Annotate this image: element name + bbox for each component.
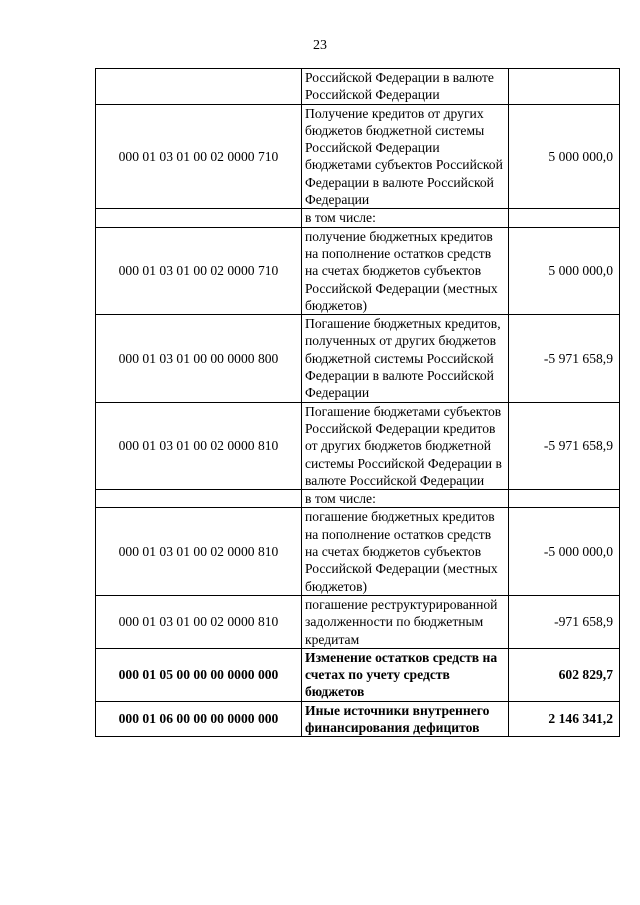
table-row: [96, 315, 620, 402]
description-text: Погашение бюджетами субъектов Российской Федерации кредитов от других бюджетов бюджетной системы Российской Федерации в валюте Российской Федерации: [305, 403, 502, 488]
budget-code-cell: 000 01 03 01 00 02 0000 810: [96, 595, 302, 648]
table-row: [96, 209, 620, 227]
description-cell: [302, 315, 509, 402]
table-row: [96, 490, 620, 508]
amount-cell: -5 971 658,9: [509, 315, 620, 402]
description-cell: [302, 595, 509, 648]
description-text: в том числе:: [305, 210, 376, 226]
amount-cell: 5 000 000,0: [509, 227, 620, 314]
amount-cell: [509, 209, 620, 227]
budget-code-cell: 000 01 03 01 00 02 0000 810: [96, 508, 302, 595]
description-text: погашение бюджетных кредитов на пополнение остатков средств на счетах бюджетов субъектов Российской Федерации (местных бюджетов): [305, 509, 498, 594]
table-row: [96, 69, 620, 105]
description-cell: [302, 104, 509, 209]
budget-code-cell: 000 01 03 01 00 00 0000 800: [96, 315, 302, 402]
description-text: в том числе:: [305, 491, 376, 507]
amount-cell: -5 971 658,9: [509, 402, 620, 489]
table-row: [96, 595, 620, 648]
amount-cell: -5 000 000,0: [509, 508, 620, 595]
budget-code-cell: 000 01 06 00 00 00 0000 000: [96, 701, 302, 737]
description-cell: [302, 490, 509, 508]
budget-code-cell: 000 01 05 00 00 00 0000 000: [96, 648, 302, 701]
amount-cell: [509, 69, 620, 105]
description-text: Российской Федерации в валюте Российской Федерации: [305, 70, 494, 103]
page-number: 23: [313, 38, 327, 53]
description-cell: [302, 69, 509, 105]
budget-code-cell: [96, 490, 302, 508]
budget-code-cell: [96, 209, 302, 227]
description-text: Погашение бюджетных кредитов, полученных от других бюджетов бюджетной системы Российской Федерации в валюте Российской Федерации: [305, 316, 501, 401]
amount-cell: -971 658,9: [509, 595, 620, 648]
description-text: погашение реструктурированной задолженности по бюджетным кредитам: [305, 596, 498, 647]
description-text: получение бюджетных кредитов на пополнение остатков средств на счетах бюджетов субъектов Российской Федерации (местных бюджетов): [305, 228, 498, 313]
budget-sources-table: [95, 68, 620, 737]
amount-cell: 5 000 000,0: [509, 104, 620, 209]
description-text: Иные источники внутреннего финансирования дефицитов: [305, 702, 490, 735]
amount-cell: 602 829,7: [509, 648, 620, 701]
description-cell: [302, 508, 509, 595]
amount-cell: 2 146 341,2: [509, 701, 620, 737]
budget-code-cell: [96, 69, 302, 105]
description-cell: [302, 209, 509, 227]
budget-code-cell: 000 01 03 01 00 02 0000 710: [96, 104, 302, 209]
description-cell: [302, 402, 509, 489]
budget-code-cell: 000 01 03 01 00 02 0000 810: [96, 402, 302, 489]
table-row-total: [96, 701, 620, 737]
description-cell: [302, 227, 509, 314]
budget-code-cell: 000 01 03 01 00 02 0000 710: [96, 227, 302, 314]
table-row: [96, 227, 620, 314]
description-text: Получение кредитов от других бюджетов бюджетной системы Российской Федерации бюджетами субъектов Российской Федерации в валюте Российской Федерации: [305, 105, 503, 208]
description-cell: [302, 648, 509, 701]
table-row: [96, 402, 620, 489]
description-cell: [302, 701, 509, 737]
table-row-total: [96, 648, 620, 701]
description-text: Изменение остатков средств на счетах по учету средств бюджетов: [305, 649, 498, 700]
amount-cell: [509, 490, 620, 508]
table-row: [96, 104, 620, 209]
table-row: [96, 508, 620, 595]
